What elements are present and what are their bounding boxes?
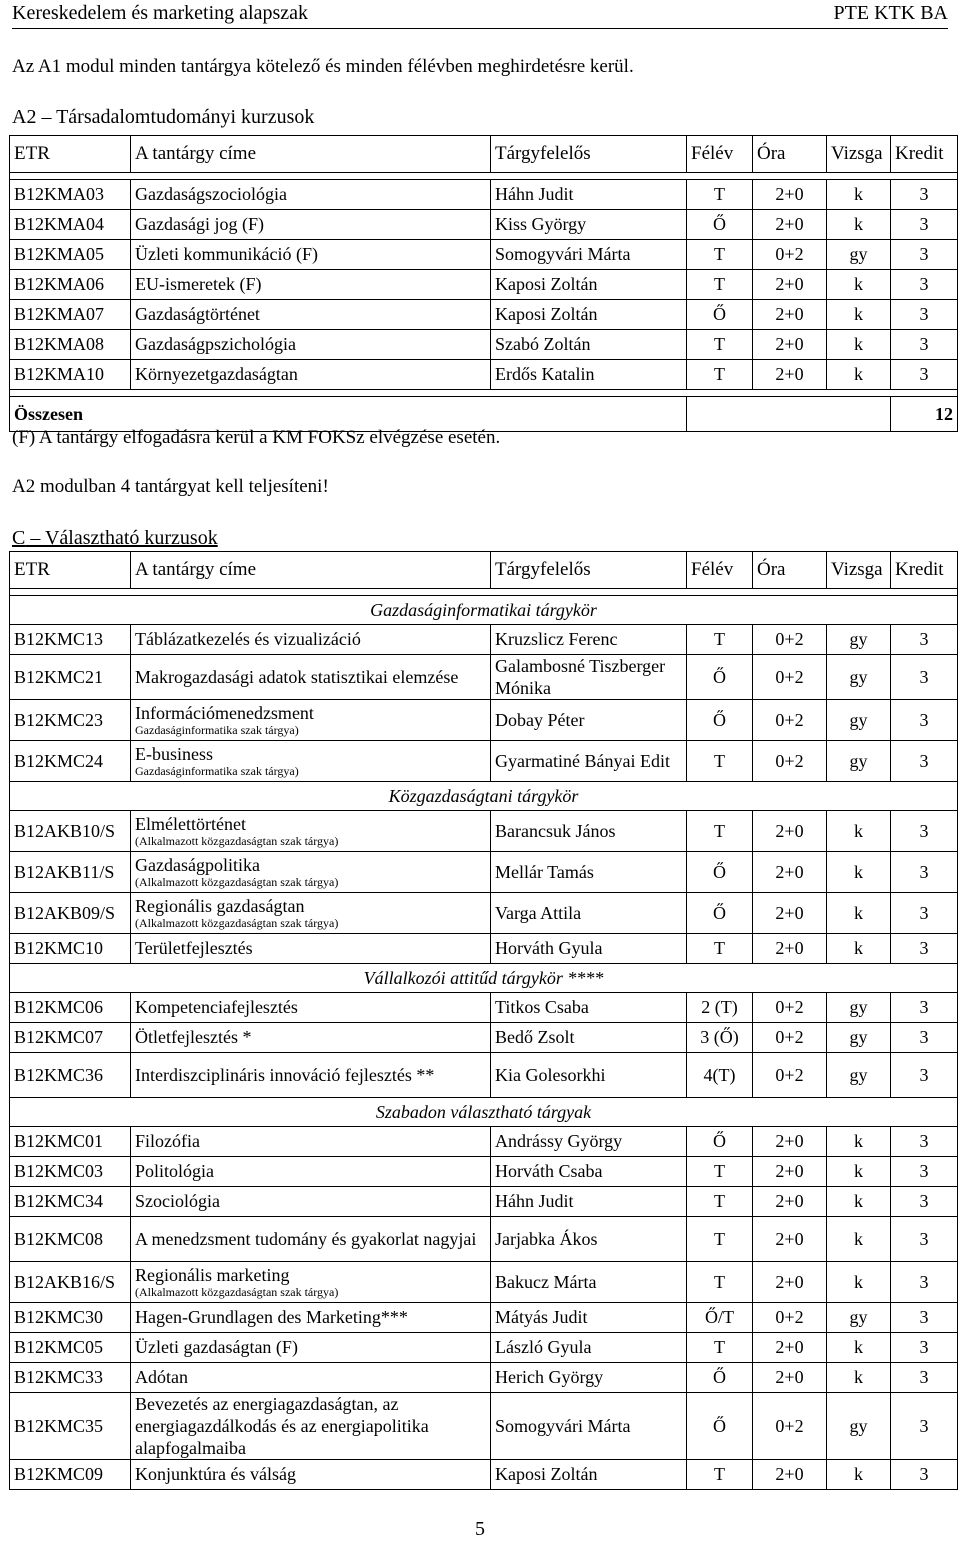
cell-credit: 3 [891, 1333, 958, 1363]
intro-text: Az A1 modul minden tantárgya kötelező és minden félévben meghirdetésre kerül. [12, 56, 634, 77]
cell-code: B12KMC13 [10, 625, 131, 655]
column-header: Tárgyfelelős [491, 552, 687, 589]
cell-resp: Titkos Csaba [491, 993, 687, 1023]
course-note: Gazdaságinformatika szak tárgya) [135, 723, 299, 737]
cell-code: B12KMA06 [10, 270, 131, 300]
course-title: Regionális marketing [135, 1265, 290, 1285]
cell-title: Ötletfejlesztés * [131, 1023, 491, 1053]
cell-hours: 0+2 [753, 1023, 827, 1053]
column-header: A tantárgy címe [131, 552, 491, 589]
course-note: Gazdaságinformatika szak tárgya) [135, 764, 299, 778]
cell-code: B12KMA10 [10, 360, 131, 390]
cell-credit: 3 [891, 1157, 958, 1187]
course-title: Elmélettörténet [135, 814, 246, 834]
cell-title [131, 893, 491, 934]
cell-exam: k [827, 811, 891, 852]
cell-hours: 2+0 [753, 1187, 827, 1217]
cell-title: A menedzsment tudomány és gyakorlat nagyjai [131, 1217, 491, 1262]
course-note: (Alkalmazott közgazdaságtan szak tárgya) [135, 1285, 339, 1299]
cell-credit: 3 [891, 1393, 958, 1460]
cell-credit: 3 [891, 240, 958, 270]
cell-title: Hagen-Grundlagen des Marketing*** [131, 1303, 491, 1333]
page-number: 5 [475, 1518, 485, 1540]
cell-hours: 0+2 [753, 625, 827, 655]
cell-hours: 0+2 [753, 655, 827, 700]
cell-resp: Barancsuk János [491, 811, 687, 852]
table-row [10, 180, 958, 210]
column-header: Vizsga [827, 136, 891, 173]
cell-credit: 3 [891, 1053, 958, 1098]
course-title: Gazdaságpolitika [135, 855, 260, 875]
course-note: (Alkalmazott közgazdaságtan szak tárgya) [135, 916, 339, 930]
course-note: (Alkalmazott közgazdaságtan szak tárgya) [135, 875, 339, 889]
cell-sem: T [687, 1157, 753, 1187]
cell-credit: 3 [891, 625, 958, 655]
spacer-row [10, 173, 958, 180]
cell-exam: k [827, 1333, 891, 1363]
table-row [10, 240, 958, 270]
cell-credit: 3 [891, 300, 958, 330]
cell-hours: 0+2 [753, 993, 827, 1023]
cell-hours: 0+2 [753, 1303, 827, 1333]
cell-code: B12AKB10/S [10, 811, 131, 852]
cell-credit: 3 [891, 330, 958, 360]
cell-title: Filozófia [131, 1127, 491, 1157]
c-section-letter: C [12, 527, 26, 549]
cell-resp: Gyarmatiné Bányai Edit [491, 741, 687, 782]
cell-title: Gazdaságtörténet [131, 300, 491, 330]
cell-sem: T [687, 270, 753, 300]
table-row [10, 1303, 958, 1333]
cell-exam: k [827, 1217, 891, 1262]
table-row [10, 1262, 958, 1303]
cell-hours: 2+0 [753, 360, 827, 390]
table-row [10, 811, 958, 852]
table-row [10, 1157, 958, 1187]
cell-title: Interdiszciplináris innováció fejlesztés ** [131, 1053, 491, 1098]
total-value: 12 [891, 397, 958, 432]
cell-code: B12KMC07 [10, 1023, 131, 1053]
cell-hours: 0+2 [753, 700, 827, 741]
cell-hours: 2+0 [753, 934, 827, 964]
cell-code: B12KMA05 [10, 240, 131, 270]
cell-exam: k [827, 180, 891, 210]
cell-resp: László Gyula [491, 1333, 687, 1363]
a2-requirement-note: A2 modulban 4 tantárgyat kell teljesíteni! [12, 476, 329, 497]
table-row [10, 1127, 958, 1157]
cell-exam: gy [827, 1393, 891, 1460]
cell-exam: k [827, 1363, 891, 1393]
cell-exam: k [827, 300, 891, 330]
cell-sem: T [687, 934, 753, 964]
cell-hours: 2+0 [753, 1262, 827, 1303]
total-label: Összesen [10, 397, 687, 432]
column-header: Tárgyfelelős [491, 136, 687, 173]
cell-sem: T [687, 240, 753, 270]
cell-code: B12AKB09/S [10, 893, 131, 934]
cell-credit: 3 [891, 1023, 958, 1053]
cell-hours: 2+0 [753, 1363, 827, 1393]
cell-exam: gy [827, 1023, 891, 1053]
cell-title: Gazdaságszociológia [131, 180, 491, 210]
cell-exam: k [827, 893, 891, 934]
course-note: (Alkalmazott közgazdaságtan szak tárgya) [135, 834, 339, 848]
cell-exam: k [827, 934, 891, 964]
cell-title: Táblázatkezelés és vizualizáció [131, 625, 491, 655]
cell-hours: 2+0 [753, 811, 827, 852]
group-name: Vállalkozói attitűd tárgykör **** [10, 964, 958, 993]
cell-exam: k [827, 330, 891, 360]
cell-resp: Somogyvári Márta [491, 1393, 687, 1460]
cell-code: B12KMC08 [10, 1217, 131, 1262]
faculty-name: PTE KTK BA [833, 2, 948, 24]
cell-exam: k [827, 852, 891, 893]
cell-sem: Ő [687, 210, 753, 240]
cell-resp: Háhn Judit [491, 180, 687, 210]
table-row [10, 1393, 958, 1460]
cell-hours: 2+0 [753, 330, 827, 360]
cell-code: B12KMA04 [10, 210, 131, 240]
cell-sem: T [687, 1187, 753, 1217]
cell-title [131, 1262, 491, 1303]
group-row [10, 964, 958, 993]
cell-credit: 3 [891, 852, 958, 893]
cell-credit: 3 [891, 1363, 958, 1393]
a2-course-table [9, 135, 958, 432]
cell-hours: 2+0 [753, 1333, 827, 1363]
cell-sem: T [687, 1460, 753, 1490]
cell-exam: k [827, 1127, 891, 1157]
cell-code: B12KMC23 [10, 700, 131, 741]
cell-hours: 2+0 [753, 1217, 827, 1262]
a2-section-title: A2 – Társadalomtudományi kurzusok [12, 106, 315, 128]
table-row [10, 1460, 958, 1490]
table-row [10, 210, 958, 240]
c-section-title [12, 527, 218, 549]
cell-sem: T [687, 1333, 753, 1363]
cell-exam: gy [827, 625, 891, 655]
cell-sem: Ő/T [687, 1303, 753, 1333]
cell-hours: 2+0 [753, 300, 827, 330]
cell-sem: T [687, 330, 753, 360]
cell-sem: T [687, 741, 753, 782]
cell-code: B12KMA07 [10, 300, 131, 330]
cell-credit: 3 [891, 934, 958, 964]
cell-resp: Varga Attila [491, 893, 687, 934]
cell-sem: T [687, 1262, 753, 1303]
cell-resp: Erdős Katalin [491, 360, 687, 390]
cell-hours: 0+2 [753, 1393, 827, 1460]
group-name: Gazdaságinformatikai tárgykör [10, 596, 958, 625]
cell-sem: Ő [687, 300, 753, 330]
cell-code: B12KMC05 [10, 1333, 131, 1363]
cell-code: B12KMC10 [10, 934, 131, 964]
cell-code: B12KMC36 [10, 1053, 131, 1098]
cell-title [131, 741, 491, 782]
cell-credit: 3 [891, 811, 958, 852]
column-header: Kredit [891, 552, 958, 589]
cell-credit: 3 [891, 1127, 958, 1157]
cell-exam: gy [827, 993, 891, 1023]
cell-hours: 2+0 [753, 893, 827, 934]
cell-code: B12KMC35 [10, 1393, 131, 1460]
cell-hours: 2+0 [753, 1460, 827, 1490]
column-header: Félév [687, 552, 753, 589]
cell-credit: 3 [891, 700, 958, 741]
cell-credit: 3 [891, 1262, 958, 1303]
cell-sem: 3 (Ő) [687, 1023, 753, 1053]
table-header-row [10, 552, 958, 589]
table-row [10, 852, 958, 893]
cell-hours: 0+2 [753, 741, 827, 782]
cell-code: B12KMA08 [10, 330, 131, 360]
table-row [10, 1023, 958, 1053]
cell-title [131, 852, 491, 893]
page-header [12, 0, 948, 29]
cell-resp: Horváth Csaba [491, 1157, 687, 1187]
cell-credit: 3 [891, 893, 958, 934]
group-name: Közgazdaságtani tárgykör [10, 782, 958, 811]
cell-exam: k [827, 270, 891, 300]
cell-resp: Horváth Gyula [491, 934, 687, 964]
cell-sem: Ő [687, 655, 753, 700]
cell-credit: 3 [891, 210, 958, 240]
cell-credit: 3 [891, 180, 958, 210]
table-row [10, 1053, 958, 1098]
column-header: Óra [753, 552, 827, 589]
cell-code: B12KMC03 [10, 1157, 131, 1187]
column-header: A tantárgy címe [131, 136, 491, 173]
table-header-row [10, 136, 958, 173]
cell-resp: Kia Golesorkhi [491, 1053, 687, 1098]
cell-sem: 2 (T) [687, 993, 753, 1023]
table-row [10, 360, 958, 390]
cell-code: B12AKB11/S [10, 852, 131, 893]
cell-sem: Ő [687, 1127, 753, 1157]
cell-sem: T [687, 180, 753, 210]
cell-sem: T [687, 811, 753, 852]
cell-title: Politológia [131, 1157, 491, 1187]
cell-resp: Herich György [491, 1363, 687, 1393]
cell-code: B12KMC24 [10, 741, 131, 782]
cell-resp: Kaposi Zoltán [491, 270, 687, 300]
cell-exam: gy [827, 655, 891, 700]
group-row [10, 596, 958, 625]
table-row [10, 700, 958, 741]
table-row [10, 1217, 958, 1262]
cell-resp: Andrássy György [491, 1127, 687, 1157]
cell-credit: 3 [891, 1460, 958, 1490]
cell-resp: Háhn Judit [491, 1187, 687, 1217]
cell-title [131, 700, 491, 741]
cell-exam: k [827, 1157, 891, 1187]
c-section-name: – Választható kurzusok [25, 527, 218, 549]
cell-code: B12KMC33 [10, 1363, 131, 1393]
cell-sem: Ő [687, 1363, 753, 1393]
column-header: Félév [687, 136, 753, 173]
cell-exam: k [827, 1460, 891, 1490]
cell-code: B12KMA03 [10, 180, 131, 210]
table-row [10, 993, 958, 1023]
cell-credit: 3 [891, 741, 958, 782]
column-header: Kredit [891, 136, 958, 173]
table-row [10, 625, 958, 655]
cell-resp: Somogyvári Márta [491, 240, 687, 270]
table-row [10, 1187, 958, 1217]
course-title: E-business [135, 744, 213, 764]
cell-title: Környezetgazdaságtan [131, 360, 491, 390]
cell-credit: 3 [891, 1217, 958, 1262]
cell-title: Üzleti kommunikáció (F) [131, 240, 491, 270]
cell-exam: k [827, 1262, 891, 1303]
column-header: ETR [10, 552, 131, 589]
cell-exam: gy [827, 240, 891, 270]
cell-resp: Mátyás Judit [491, 1303, 687, 1333]
cell-resp: Mellár Tamás [491, 852, 687, 893]
table-row [10, 655, 958, 700]
table-row [10, 893, 958, 934]
cell-hours: 2+0 [753, 180, 827, 210]
cell-exam: k [827, 210, 891, 240]
cell-title: Gazdaságpszichológia [131, 330, 491, 360]
cell-hours: 0+2 [753, 1053, 827, 1098]
cell-code: B12KMC09 [10, 1460, 131, 1490]
cell-title: Adótan [131, 1363, 491, 1393]
cell-credit: 3 [891, 360, 958, 390]
cell-title: Területfejlesztés [131, 934, 491, 964]
cell-exam: gy [827, 700, 891, 741]
cell-sem: T [687, 625, 753, 655]
table-row [10, 1363, 958, 1393]
cell-exam: k [827, 1187, 891, 1217]
table-row [10, 741, 958, 782]
cell-resp: Bedő Zsolt [491, 1023, 687, 1053]
cell-title: Gazdasági jog (F) [131, 210, 491, 240]
cell-credit: 3 [891, 1187, 958, 1217]
cell-sem: Ő [687, 1393, 753, 1460]
table-row [10, 330, 958, 360]
cell-hours: 2+0 [753, 1157, 827, 1187]
cell-sem: 4(T) [687, 1053, 753, 1098]
cell-hours: 2+0 [753, 1127, 827, 1157]
cell-code: B12KMC21 [10, 655, 131, 700]
group-row [10, 782, 958, 811]
cell-resp: Kiss György [491, 210, 687, 240]
table-row [10, 300, 958, 330]
cell-credit: 3 [891, 655, 958, 700]
cell-hours: 2+0 [753, 852, 827, 893]
cell-code: B12AKB16/S [10, 1262, 131, 1303]
cell-title: Üzleti gazdaságtan (F) [131, 1333, 491, 1363]
cell-hours: 2+0 [753, 270, 827, 300]
cell-credit: 3 [891, 993, 958, 1023]
cell-exam: gy [827, 741, 891, 782]
cell-resp: Kaposi Zoltán [491, 1460, 687, 1490]
table-row [10, 934, 958, 964]
cell-sem: T [687, 360, 753, 390]
cell-title [131, 811, 491, 852]
course-title: Információmenedzsment [135, 703, 314, 723]
cell-exam: gy [827, 1053, 891, 1098]
table-row [10, 1333, 958, 1363]
cell-exam: k [827, 360, 891, 390]
cell-code: B12KMC06 [10, 993, 131, 1023]
cell-resp: Galambosné Tiszberger Mónika [491, 655, 687, 700]
course-title: Regionális gazdaságtan [135, 896, 305, 916]
spacer-row [10, 390, 958, 397]
cell-sem: Ő [687, 700, 753, 741]
cell-hours: 2+0 [753, 210, 827, 240]
c-course-table [9, 551, 958, 1490]
cell-resp: Dobay Péter [491, 700, 687, 741]
cell-credit: 3 [891, 1303, 958, 1333]
cell-title: EU-ismeretek (F) [131, 270, 491, 300]
column-header: ETR [10, 136, 131, 173]
a2-note-f: (F) A tantárgy elfogadásra kerül a KM FOKSz elvégzése esetén. [12, 427, 501, 448]
cell-resp: Jarjabka Ákos [491, 1217, 687, 1262]
cell-exam: gy [827, 1303, 891, 1333]
cell-title: Kompetenciafejlesztés [131, 993, 491, 1023]
cell-credit: 3 [891, 270, 958, 300]
cell-title: Konjunktúra és válság [131, 1460, 491, 1490]
column-header: Vizsga [827, 552, 891, 589]
cell-resp: Bakucz Márta [491, 1262, 687, 1303]
spacer-row [10, 589, 958, 596]
group-row [10, 1098, 958, 1127]
cell-sem: Ő [687, 852, 753, 893]
cell-resp: Kruzslicz Ferenc [491, 625, 687, 655]
total-empty [687, 397, 891, 432]
cell-sem: T [687, 1217, 753, 1262]
cell-title: Makrogazdasági adatok statisztikai elemzése [131, 655, 491, 700]
cell-sem: Ő [687, 893, 753, 934]
cell-title: Szociológia [131, 1187, 491, 1217]
cell-resp: Szabó Zoltán [491, 330, 687, 360]
cell-resp: Kaposi Zoltán [491, 300, 687, 330]
cell-hours: 0+2 [753, 240, 827, 270]
cell-code: B12KMC01 [10, 1127, 131, 1157]
cell-title: Bevezetés az energiagazdaságtan, az energiagazdálkodás és az energiapolitika alapfogalmaiba [131, 1393, 491, 1460]
cell-code: B12KMC30 [10, 1303, 131, 1333]
cell-code: B12KMC34 [10, 1187, 131, 1217]
program-name: Kereskedelem és marketing alapszak [12, 2, 308, 24]
column-header: Óra [753, 136, 827, 173]
table-row [10, 270, 958, 300]
group-name: Szabadon választható tárgyak [10, 1098, 958, 1127]
